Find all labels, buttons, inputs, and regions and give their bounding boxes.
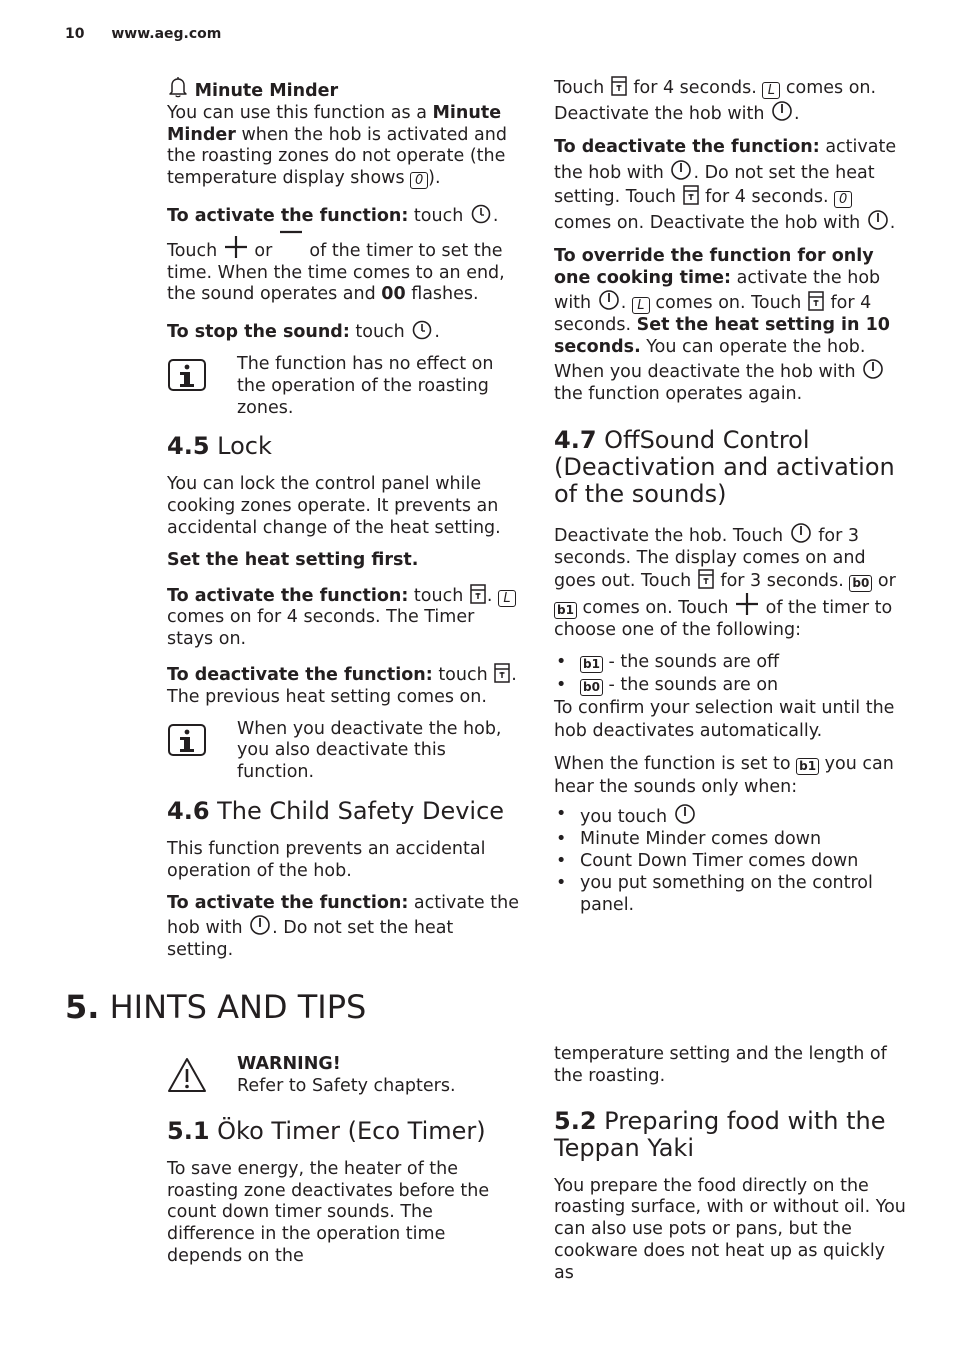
text: - the sounds are off <box>602 652 780 672</box>
text: activate the hob with <box>554 137 897 183</box>
label: To deactivate the function: <box>167 664 433 685</box>
info-note <box>167 354 519 419</box>
warning-text: Refer to Safety chapters. <box>237 1075 456 1096</box>
text: - the sounds are on <box>602 675 779 695</box>
chapter-number: 5. <box>65 988 100 1026</box>
section-heading-child-safety <box>167 798 519 825</box>
text: . The previous heat setting comes on. <box>167 664 517 707</box>
on-off-icon <box>867 209 889 231</box>
bell-icon <box>168 76 188 98</box>
list-item: • Count Down Timer comes down <box>554 850 906 872</box>
lock-key-icon <box>698 569 714 589</box>
text: comes on. Deactivate the hob with <box>554 78 877 124</box>
warning-title: WARNING! <box>237 1054 341 1074</box>
left-column-lower <box>167 1054 519 1278</box>
text: When the function is set to <box>554 754 797 774</box>
on-off-icon <box>670 159 692 181</box>
section-title: Öko Timer (Eco Timer) <box>209 1116 486 1145</box>
right-column-upper <box>554 76 906 924</box>
text: comes on. Deactivate the hob with <box>554 213 866 233</box>
display-l: L <box>498 590 516 607</box>
paragraph: temperature setting and the length of the roasting. <box>554 1044 887 1086</box>
label: To override the function for only one cooking time: <box>554 246 874 288</box>
lock-activate: To activate the function: touch . L comes on for 4 seconds. The Timer stays on. <box>167 584 519 651</box>
text: for 4 seconds. <box>554 293 872 335</box>
plus-icon <box>735 592 759 616</box>
text: touch <box>408 585 469 606</box>
section-title: The Child Safety Device <box>209 796 505 825</box>
display-l: L <box>632 297 650 314</box>
section-number: 5.2 <box>554 1106 597 1135</box>
section-title: Lock <box>209 432 272 461</box>
paragraph: This function prevents an accidental operation of the hob. <box>167 838 486 881</box>
list-item: • you put something on the control panel. <box>554 872 906 916</box>
text: the function operates again. <box>554 384 803 404</box>
on-off-icon <box>249 914 271 936</box>
note-text: When you deactivate the hob, you also deactivate this function. <box>237 718 502 783</box>
section-number: 5.1 <box>167 1116 210 1145</box>
chapter-heading-hints <box>65 988 366 1026</box>
text: when the hob is activated and the roasting zones do not operate (the temperature display shows <box>167 124 507 189</box>
text-bold: Set the heat setting first. <box>167 549 419 570</box>
minute-minder-activate: To activate the function: touch . Touch or of the timer to set the time. When the time comes to an end, the sound operates and 00 flashes. <box>167 202 519 306</box>
text: . Do not set the heat setting. Touch <box>554 163 875 207</box>
info-icon <box>167 723 207 757</box>
offsound-conditions <box>554 803 906 916</box>
display-b0: b0 <box>580 679 603 696</box>
list-item <box>554 651 906 674</box>
paragraph: To confirm your selection wait until the hob deactivates automatically. <box>554 698 895 741</box>
lock-key-icon <box>683 185 699 205</box>
warning-icon <box>167 1057 207 1093</box>
offsound-set <box>554 753 906 799</box>
section-heading-teppan-yaki <box>554 1108 906 1162</box>
child-deactivate: To deactivate the function: activate the hob with . Do not set the heat setting. Touch for 4 seconds. 0 comes on. Deactivate the hob with . <box>554 137 897 233</box>
child-activate <box>167 893 519 962</box>
text: touch <box>432 664 494 685</box>
display-b1: b1 <box>796 758 819 775</box>
text: comes on. Touch <box>576 598 735 618</box>
lock-key-icon <box>808 291 824 311</box>
on-off-icon <box>862 358 884 380</box>
on-off-icon <box>790 522 812 544</box>
section-title: OffSound Control (Deactivation and activation of the sounds) <box>554 426 895 508</box>
clock-icon <box>470 202 492 224</box>
child-continue: Touch for 4 seconds. L comes on. Deactivate the hob with . <box>554 78 877 124</box>
text: touch <box>349 322 411 343</box>
paragraph: You prepare the food directly on the roasting surface, with or without oil. You can also use pots or pans, but the cookware does not heat up as quickly as <box>554 1175 906 1283</box>
list-item: • Minute Minder comes down <box>554 828 906 850</box>
section-heading-lock <box>167 433 519 460</box>
display-zero: 0 <box>834 191 852 208</box>
text: flashes. <box>405 284 479 305</box>
paragraph-bold <box>167 550 519 572</box>
text: Deactivate the hob. Touch <box>554 526 789 546</box>
section-number: 4.6 <box>167 796 210 825</box>
text-bold: 00 <box>381 284 406 305</box>
lock-key-icon <box>611 76 627 96</box>
display-b0: b0 <box>849 575 872 592</box>
label: To activate the function: <box>167 585 409 606</box>
text: activate the hob with <box>167 892 519 939</box>
text-bold: Set the heat setting in 10 seconds. <box>554 315 890 357</box>
section-heading-offsound <box>554 427 906 508</box>
text: Touch <box>554 78 610 98</box>
lock-key-icon <box>470 584 486 604</box>
text: You can operate the hob. When you deactivate the hob with <box>554 337 866 382</box>
right-column-lower <box>554 1044 906 1295</box>
text: touch <box>408 205 469 226</box>
text: you can hear the sounds only when: <box>554 754 894 797</box>
clock-icon <box>411 318 433 340</box>
lock-deactivate <box>167 663 519 709</box>
text: comes on. Touch <box>649 293 807 313</box>
lock-key-icon <box>494 663 510 683</box>
display-l: L <box>762 82 780 99</box>
text: or <box>248 240 278 261</box>
on-off-icon <box>674 803 696 825</box>
info-icon <box>167 358 207 392</box>
paragraph: To save energy, the heater of the roasting zone deactivates before the count down timer sounds. The difference in the operation time depends on the <box>167 1158 490 1266</box>
text: You can use this function as a <box>167 102 433 123</box>
info-note <box>167 719 519 784</box>
text: Touch <box>167 240 223 261</box>
label: To activate the function: <box>167 205 409 226</box>
paragraph: You can lock the control panel while cooking zones operate. It prevents an accidental change of the heat setting. <box>167 474 501 538</box>
label: To stop the sound: <box>167 322 350 343</box>
on-off-icon <box>598 289 620 311</box>
text: or <box>872 571 896 591</box>
text: for 3 seconds. <box>714 571 850 591</box>
section-title: Preparing food with the Teppan Yaki <box>554 1106 886 1162</box>
label: To deactivate the function: <box>554 137 820 157</box>
minute-minder-stop: To stop the sound: touch . <box>167 318 519 344</box>
display-b1: b1 <box>554 602 577 619</box>
text: ). <box>428 168 441 189</box>
text: of the timer to set the time. When the time comes to an end, the sound operates and <box>167 240 505 305</box>
page-header <box>65 24 221 46</box>
warning-note <box>167 1054 519 1100</box>
on-off-icon <box>771 100 793 122</box>
display-zero: 0 <box>410 172 428 189</box>
text: activate the hob with <box>554 268 881 313</box>
minute-minder-section <box>167 76 519 190</box>
text: for 3 seconds. The display comes on and goes out. Touch <box>554 526 866 591</box>
child-override: To override the function for only one cooking time: activate the hob with . L comes on. Touch for 4 seconds. Set the heat setting in 10 seconds. You can operate the hob. When you deactivate the hob with the function operates again. <box>554 246 890 404</box>
note-text: The function has no effect on the operation of the roasting zones. <box>237 353 494 418</box>
minus-icon <box>279 228 303 252</box>
chapter-title: HINTS AND TIPS <box>99 988 367 1026</box>
list-item <box>554 674 906 697</box>
offsound-options <box>554 651 906 697</box>
minute-minder-title: Minute Minder <box>194 81 339 101</box>
section-number: 4.5 <box>167 432 210 461</box>
text: for 4 seconds. <box>627 78 763 98</box>
text: you touch <box>580 807 673 827</box>
text: comes on for 4 seconds. The Timer stays on. <box>167 607 475 650</box>
list-item <box>554 803 906 828</box>
text: for 4 seconds. <box>699 187 835 207</box>
label: To activate the function: <box>167 892 409 913</box>
header-url: www.aeg.com <box>111 26 222 42</box>
offsound-steps <box>554 522 906 641</box>
page-number: 10 <box>65 26 85 42</box>
section-number: 4.7 <box>554 426 597 454</box>
text-bold: Minute Minder <box>167 102 502 145</box>
left-column-upper <box>167 76 519 972</box>
text: . Do not set the heat setting. <box>167 918 454 961</box>
text: of the timer to choose one of the following: <box>554 598 893 640</box>
plus-icon <box>224 235 248 259</box>
display-b1: b1 <box>580 656 603 673</box>
section-heading-eco-timer <box>167 1118 519 1145</box>
